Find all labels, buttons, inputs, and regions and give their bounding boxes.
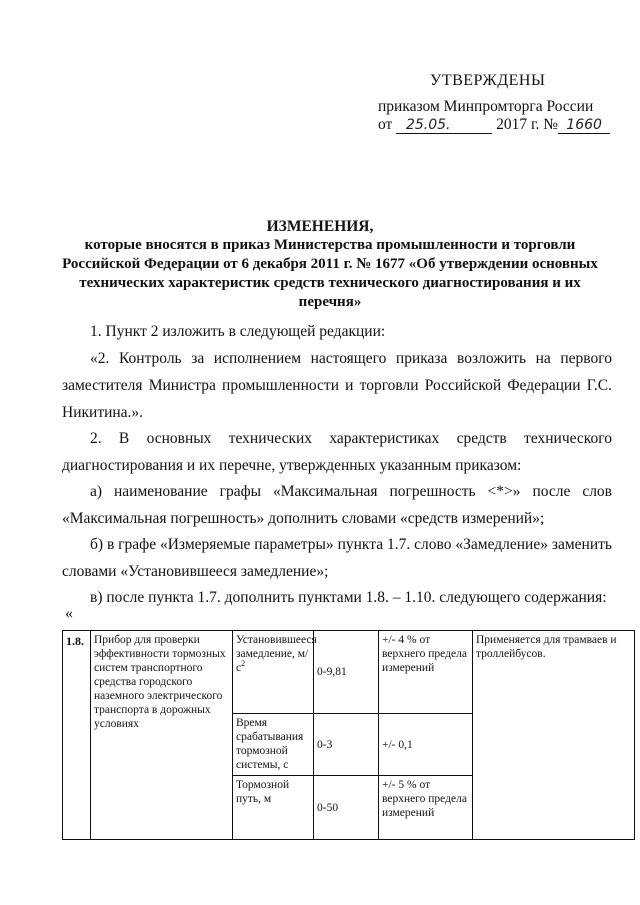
document-title: ИЗМЕНЕНИЯ, [266, 218, 374, 235]
document-subtitle: которые вносятся в приказ Министерства промышленности и торговли Российской Федерации от 6 декабря 2011 г. № 1677 «Об утверждении основных технических характеристик средств технического диагностирования и их перечня» [62, 237, 598, 310]
paragraph-4: а) наименование графы «Максимальная погрешность <*>» после слов «Максимальная погрешность» дополнить словами «средств измерений»; [62, 483, 612, 527]
range-cell: 0-3 [314, 714, 379, 776]
parameter-cell [233, 631, 317, 714]
paragraph-6: в) после пункта 1.7. дополнить пунктами 1.8. – 1.10. следующего содержания: [90, 589, 607, 606]
paragraph-1: 1. Пункт 2 изложить в следующей редакции: [90, 323, 386, 340]
opening-quote-mark: « [65, 605, 73, 622]
approval-date-line [378, 116, 610, 134]
table-row [63, 631, 635, 714]
parameter-cell: Время срабатывания тормозной системы, с [233, 714, 314, 776]
parameter-text: Установившееся замедление, м/с [236, 634, 317, 674]
date-underline [460, 117, 492, 134]
approval-order-line: приказом Минпромторга России [378, 98, 594, 115]
device-name-cell: Прибор для проверки эффективности тормозных систем транспортного средства городского наземного электрического транспорта в дорожных условиях [91, 631, 233, 840]
error-cell: +/- 4 % от верхнего предела измерений [379, 631, 473, 714]
item-number-cell: 1.8. [63, 631, 91, 840]
approval-heading: УТВЕРЖДЕНЫ [430, 72, 546, 89]
from-label: от [378, 116, 393, 133]
paragraph-2: «2. Контроль за исполнением настоящего приказа возложить на первого заместителя Министра промышленности и торговли Российской Федерации Г.С. Никитина.». [62, 350, 612, 421]
paragraph-5: б) в графе «Измеряемые параметры» пункта 1.7. слово «Замедление» заменить словами «Установившееся замедление»; [62, 536, 612, 580]
unit-superscript: 2 [241, 659, 246, 669]
amendment-table [62, 630, 635, 840]
range-cell: 0-9,81 [314, 631, 379, 714]
note-cell: Применяется для трамваев и троллейбусов. [473, 631, 635, 840]
handwritten-date: 25.05. [396, 117, 460, 134]
range-cell: 0-50 [314, 776, 379, 840]
paragraph-3: 2. В основных технических характеристиках средств технического диагностирования и их перечне, утвержденных указанным приказом: [62, 430, 612, 474]
error-cell: +/- 0,1 [379, 714, 473, 776]
handwritten-order-number: 1660 [558, 117, 610, 134]
parameter-cell: Тормозной путь, м [233, 776, 314, 840]
error-cell: +/- 5 % от верхнего предела измерений [379, 776, 473, 840]
year-number-label: 2017 г. № [496, 116, 559, 133]
